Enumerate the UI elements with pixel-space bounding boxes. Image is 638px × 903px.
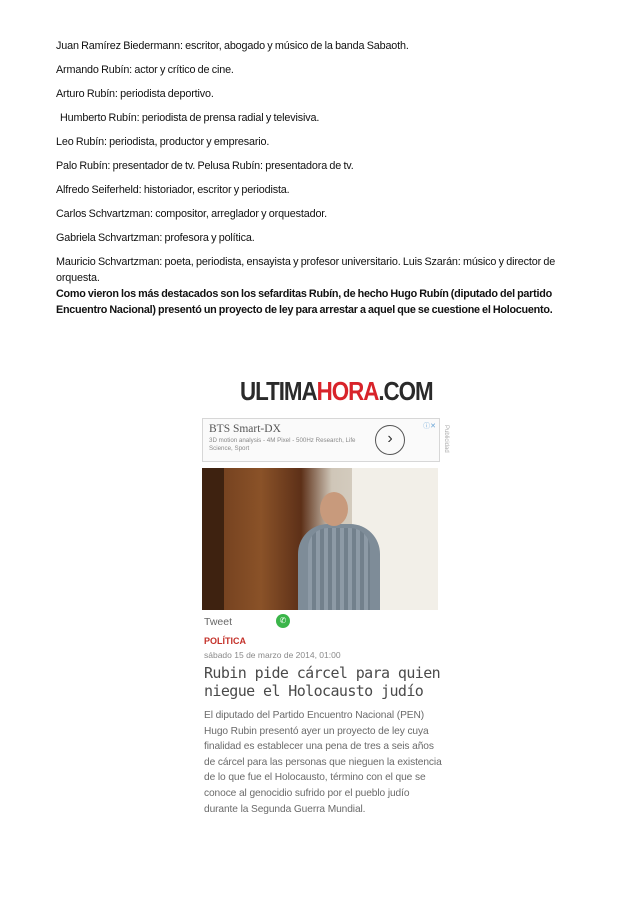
article-headline: Rubin pide cárcel para quien niegue el Holocausto judío [204,664,441,700]
article-body: El diputado del Partido Encuentro Nacional (PEN) Hugo Rubin presentó ayer un proyecto de ley cuya finalidad es establecer una pena de tres a seis años de cárcel para las personas que nieguen la existencia de lo que fue el Holocausto, término con el que se conoce al genocidio sufrido por el pueblo judío durante la Segunda Guerra Mundial. [204,710,442,815]
chevron-right-icon[interactable]: › [375,425,405,455]
ad-side-label: Publicidad [443,425,449,453]
document-body [56,38,596,326]
paragraph: Juan Ramírez Biedermann: escritor, abogado y músico de la banda Sabaoth. [56,40,409,52]
logo-part: ULTIMA [240,376,317,406]
advertisement-banner[interactable] [202,418,449,462]
paragraph: Carlos Schvartzman: compositor, arreglador y orquestador. [56,208,327,220]
person-shirt [308,528,370,610]
paragraph: Palo Rubín: presentador de tv. Pelusa Rubín: presentadora de tv. [56,160,354,172]
paragraph: Mauricio Schvartzman: poeta, periodista, ensayista y profesor universitario. Luis Szarán: músico y director de orquesta. [56,256,556,284]
tweet-link[interactable]: Tweet [204,616,233,628]
paragraph: Humberto Rubín: periodista de prensa radial y televisiva. [60,112,320,124]
ultimahora-logo [240,376,433,406]
paragraph: Leo Rubín: periodista, productor y empresario. [56,136,270,148]
ad-title: BTS Smart-DX [209,423,281,435]
article-date: sábado 15 de marzo de 2014, 01:00 [204,650,341,660]
paragraph: Arturo Rubín: periodista deportivo. [56,88,214,100]
paragraph: Armando Rubín: actor y crítico de cine. [56,64,234,76]
whatsapp-icon[interactable]: ✆ [276,614,290,628]
article-photo [202,468,438,610]
news-clipping [196,376,449,846]
ad-close-icon[interactable]: ⓘ✕ [423,423,436,430]
person-head [320,492,348,526]
bold-paragraph: Como vieron los más destacados son los sefarditas Rubín, de hecho Hugo Rubín (diputado del partido Encuentro Nacional) presentó un proyecto de ley para arrestar a aquel que se cuestione el Holocuento. [56,288,553,316]
section-label: POLÍTICA [204,636,246,646]
paragraph: Alfredo Seiferheld: historiador, escritor y periodista. [56,184,290,196]
door-frame [202,468,224,610]
logo-part: .COM [378,376,433,406]
logo-part: HORA [316,376,379,406]
ad-subtitle: 3D motion analysis - 4M Pixel - 500Hz Research, Life Science, Sport [209,437,356,452]
paragraph: Gabriela Schvartzman: profesora y política. [56,232,255,244]
